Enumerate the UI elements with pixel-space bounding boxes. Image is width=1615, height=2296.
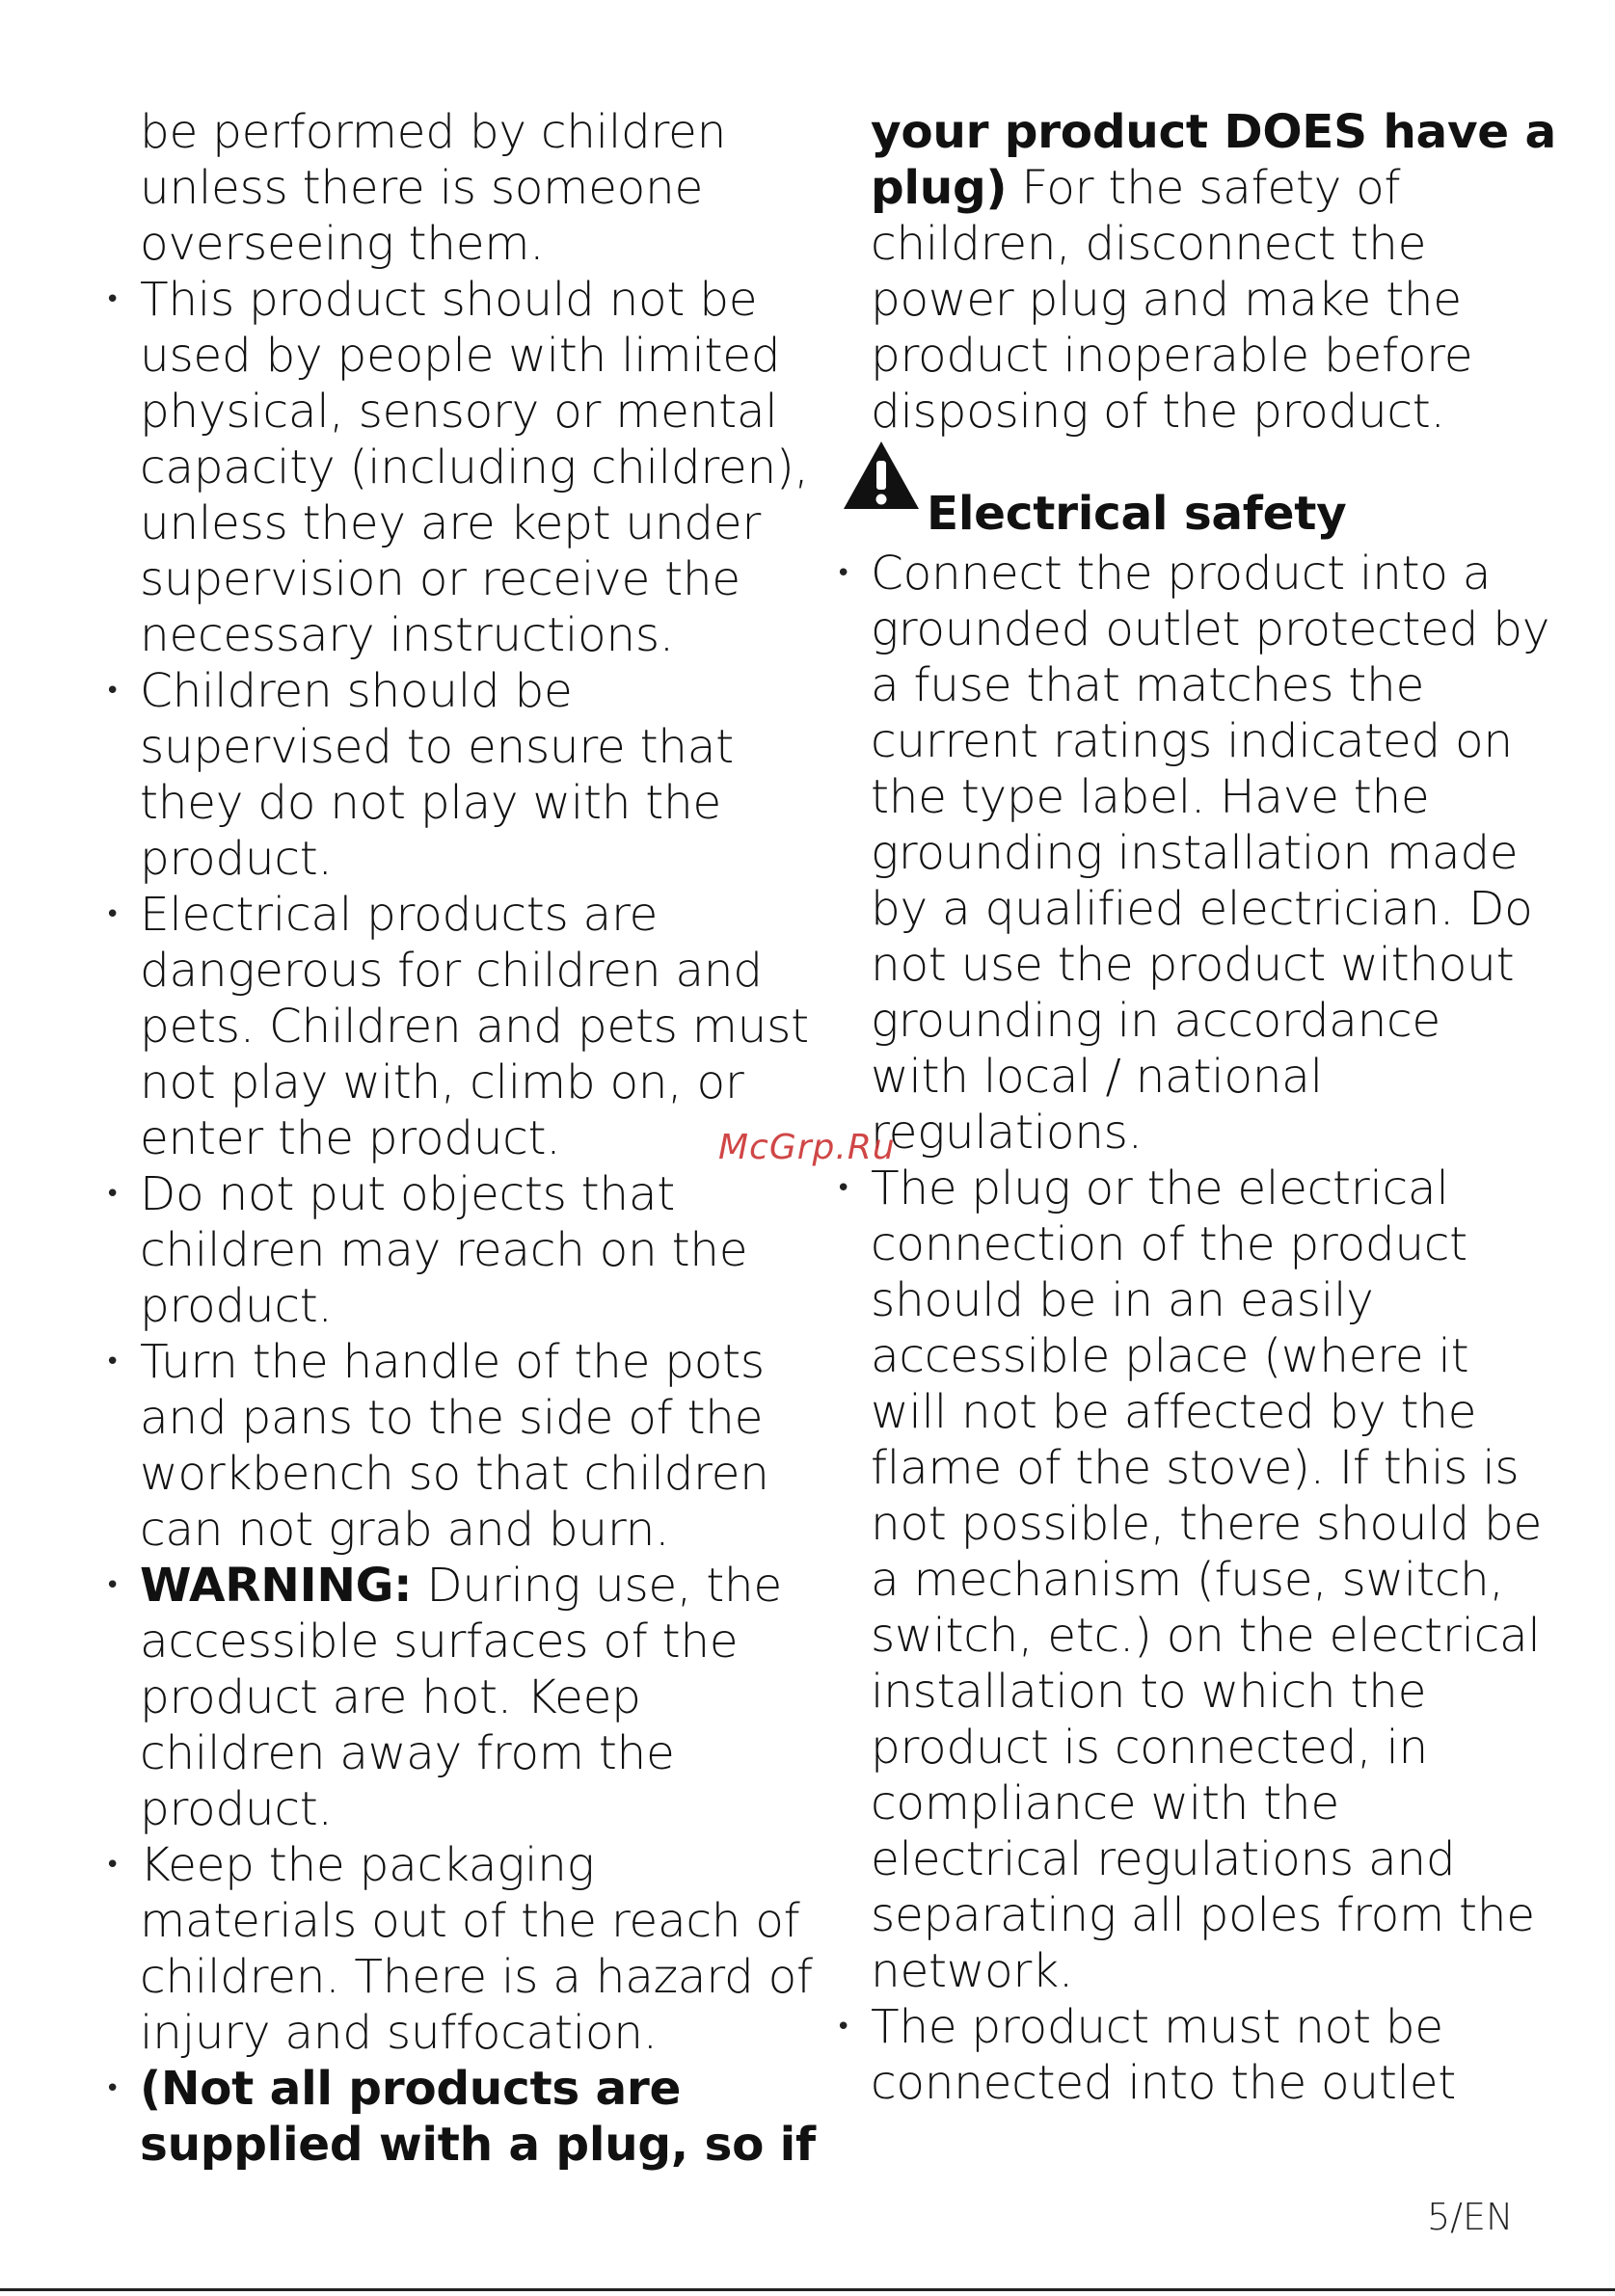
text-line xyxy=(140,551,795,607)
bullet-line xyxy=(871,1999,1546,2055)
text-line xyxy=(140,1390,795,1446)
text-line xyxy=(140,1781,795,1837)
text-line xyxy=(871,1552,1546,1608)
text-line xyxy=(140,495,795,551)
text-line xyxy=(871,216,1546,272)
text-line xyxy=(140,1222,795,1278)
text-line xyxy=(140,1502,795,1558)
text-line xyxy=(871,160,1546,216)
right-column xyxy=(871,104,1556,2111)
bullet-line xyxy=(140,272,795,328)
text-line xyxy=(871,1272,1546,1328)
line-text: For the safety of xyxy=(1007,161,1401,215)
text-line xyxy=(140,999,809,1055)
line-text: Connect the product into a xyxy=(871,547,1492,601)
line-text: materials out of the reach of xyxy=(140,1894,800,1948)
line-text: product is connected, in xyxy=(871,1721,1428,1775)
section-heading-text: Electrical safety xyxy=(927,487,1347,541)
text-line xyxy=(871,1720,1546,1775)
line-text: the type label. Have the xyxy=(871,770,1430,824)
line-text: enter the product. xyxy=(140,1111,561,1165)
bullet-line xyxy=(140,1334,795,1390)
line-text: This product should not be xyxy=(140,273,758,327)
watermark: McGrp.Ru xyxy=(718,1128,896,1167)
line-text: overseeing them. xyxy=(140,217,545,271)
text-line xyxy=(140,943,795,999)
line-text: electrical regulations and xyxy=(871,1832,1456,1886)
line-text: Keep the packaging xyxy=(140,1838,595,1892)
line-text: pets. Children and pets must xyxy=(140,1000,809,1054)
text-line xyxy=(871,1831,1546,1887)
text-line xyxy=(140,1725,795,1781)
text-line xyxy=(871,1328,1546,1384)
right-bottom-list xyxy=(871,546,1550,2111)
line-text: product. xyxy=(140,1279,333,1333)
line-text: a fuse that matches the xyxy=(871,658,1424,712)
line-text: workbench so that children xyxy=(140,1447,769,1501)
bold-text: supplied with a plug, so if xyxy=(140,2118,816,2172)
text-line xyxy=(871,384,1546,440)
line-text: The plug or the electrical xyxy=(871,1161,1449,1215)
line-text: power plug and make the xyxy=(871,273,1462,327)
line-text: grounding installation made xyxy=(871,826,1519,880)
line-text: supervision or receive the xyxy=(140,552,740,606)
line-text: accessible place (where it xyxy=(871,1329,1469,1383)
line-text: During use, the xyxy=(412,1559,782,1613)
line-text: used by people with limited xyxy=(140,329,781,383)
bullet-line xyxy=(140,1837,795,1893)
text-line xyxy=(140,216,795,272)
text-line xyxy=(140,1669,795,1725)
line-text: regulations. xyxy=(871,1106,1143,1160)
text-line xyxy=(140,1949,813,2005)
line-text: not possible, there should be xyxy=(871,1497,1542,1551)
bullet-line xyxy=(871,1161,1546,1216)
line-text: switch, etc.) on the electrical xyxy=(871,1609,1541,1663)
bullet-line xyxy=(140,887,795,943)
line-text: grounded outlet protected by xyxy=(871,602,1550,656)
text-line xyxy=(871,1887,1546,1943)
text-line xyxy=(140,2117,816,2173)
line-text: Turn the handle of the pots xyxy=(140,1335,765,1389)
line-text: children may reach on the xyxy=(140,1223,748,1277)
line-text: children. There is a hazard of xyxy=(140,1950,813,2004)
bullet-line xyxy=(140,1166,795,1222)
text-line xyxy=(140,607,795,663)
line-text: unless there is someone xyxy=(140,161,704,215)
text-line xyxy=(871,713,1546,769)
text-line xyxy=(871,937,1546,993)
text-line xyxy=(871,1496,1546,1552)
text-line xyxy=(140,328,795,384)
text-line xyxy=(871,601,1550,657)
text-line xyxy=(871,1105,1546,1161)
text-line xyxy=(140,440,809,495)
line-text: network. xyxy=(871,1944,1073,1998)
line-text: can not grab and burn. xyxy=(140,1503,670,1557)
line-text: installation to which the xyxy=(871,1665,1427,1719)
text-line xyxy=(140,1055,795,1110)
line-text: compliance with the xyxy=(871,1776,1339,1830)
line-text: product. xyxy=(140,1782,333,1836)
text-line xyxy=(871,825,1546,881)
text-line xyxy=(871,769,1546,825)
bullet-line xyxy=(871,546,1546,601)
text-line xyxy=(871,657,1546,713)
text-line xyxy=(871,1775,1546,1831)
line-text: dangerous for children and xyxy=(140,944,763,998)
line-text: will not be affected by the xyxy=(871,1385,1477,1439)
section-heading-electrical-safety xyxy=(871,440,1546,546)
text-line xyxy=(140,160,795,216)
line-text: accessible surfaces of the xyxy=(140,1615,739,1669)
line-text: injury and suffocation. xyxy=(140,2006,658,2060)
line-text: connected into the outlet xyxy=(871,2056,1456,2110)
line-text: product. xyxy=(140,832,333,886)
line-text: by a qualified electrician. Do xyxy=(871,882,1533,936)
line-text: Electrical products are xyxy=(140,888,659,942)
text-line xyxy=(140,1110,795,1166)
line-text: not use the product without xyxy=(871,938,1515,992)
text-line xyxy=(871,1943,1546,1999)
warning-triangle-icon xyxy=(842,440,921,513)
line-text: capacity (including children), xyxy=(140,441,809,494)
line-text: separating all poles from the xyxy=(871,1888,1535,1942)
text-line xyxy=(871,2055,1546,2111)
text-line xyxy=(871,1664,1546,1720)
text-line xyxy=(871,993,1546,1049)
text-line xyxy=(871,1384,1546,1440)
right-top-paragraph xyxy=(871,104,1556,440)
bold-text: (Not all products are xyxy=(140,2062,682,2116)
text-line xyxy=(140,719,795,775)
line-text: The product must not be xyxy=(871,2000,1443,2054)
line-text: Do not put objects that xyxy=(140,1167,675,1221)
line-text: unless they are kept under xyxy=(140,496,761,550)
text-line xyxy=(871,272,1546,328)
line-text: a mechanism (fuse, switch, xyxy=(871,1553,1504,1607)
line-text: disposing of the product. xyxy=(871,385,1445,439)
bold-text: WARNING: xyxy=(140,1559,413,1613)
bottom-rule xyxy=(0,2288,1615,2291)
text-line xyxy=(140,104,795,160)
bullet-line xyxy=(140,1558,795,1614)
line-text: Children should be xyxy=(140,664,573,718)
line-text: current ratings indicated on xyxy=(871,714,1513,768)
text-line xyxy=(140,1614,795,1669)
text-line xyxy=(871,328,1546,384)
text-line xyxy=(140,775,795,831)
text-line xyxy=(140,384,795,440)
bold-text: your product DOES have a xyxy=(871,105,1556,159)
line-text: should be in an easily xyxy=(871,1273,1374,1327)
text-line xyxy=(140,831,795,887)
line-text: product inoperable before xyxy=(871,329,1473,383)
line-text: with local / national xyxy=(871,1050,1323,1104)
line-text: flame of the stove). If this is xyxy=(871,1441,1520,1495)
text-line xyxy=(871,881,1546,937)
text-line xyxy=(871,1049,1546,1105)
line-text: grounding in accordance xyxy=(871,994,1440,1048)
text-line xyxy=(871,104,1556,160)
bold-text: plug) xyxy=(871,161,1008,215)
line-text: be performed by children xyxy=(140,105,727,159)
line-text: necessary instructions. xyxy=(140,608,674,662)
line-text: they do not play with the xyxy=(140,776,721,830)
text-line xyxy=(140,1278,795,1334)
line-text: physical, sensory or mental xyxy=(140,385,778,439)
bullet-line xyxy=(140,2061,795,2117)
text-line xyxy=(140,1446,795,1502)
line-text: and pans to the side of the xyxy=(140,1391,764,1445)
line-text: children, disconnect the xyxy=(871,217,1427,271)
line-text: supervised to ensure that xyxy=(140,720,734,774)
text-line xyxy=(140,1893,800,1949)
text-line xyxy=(871,1608,1546,1664)
line-text: product are hot. Keep xyxy=(140,1670,641,1724)
text-line xyxy=(871,1216,1546,1272)
line-text: connection of the product xyxy=(871,1217,1467,1271)
page-number: 5/EN xyxy=(1427,2196,1514,2238)
bullet-line xyxy=(140,663,795,719)
line-text: children away from the xyxy=(140,1726,675,1780)
text-line xyxy=(140,2005,795,2061)
text-line xyxy=(871,1440,1546,1496)
line-text: not play with, climb on, or xyxy=(140,1055,744,1109)
